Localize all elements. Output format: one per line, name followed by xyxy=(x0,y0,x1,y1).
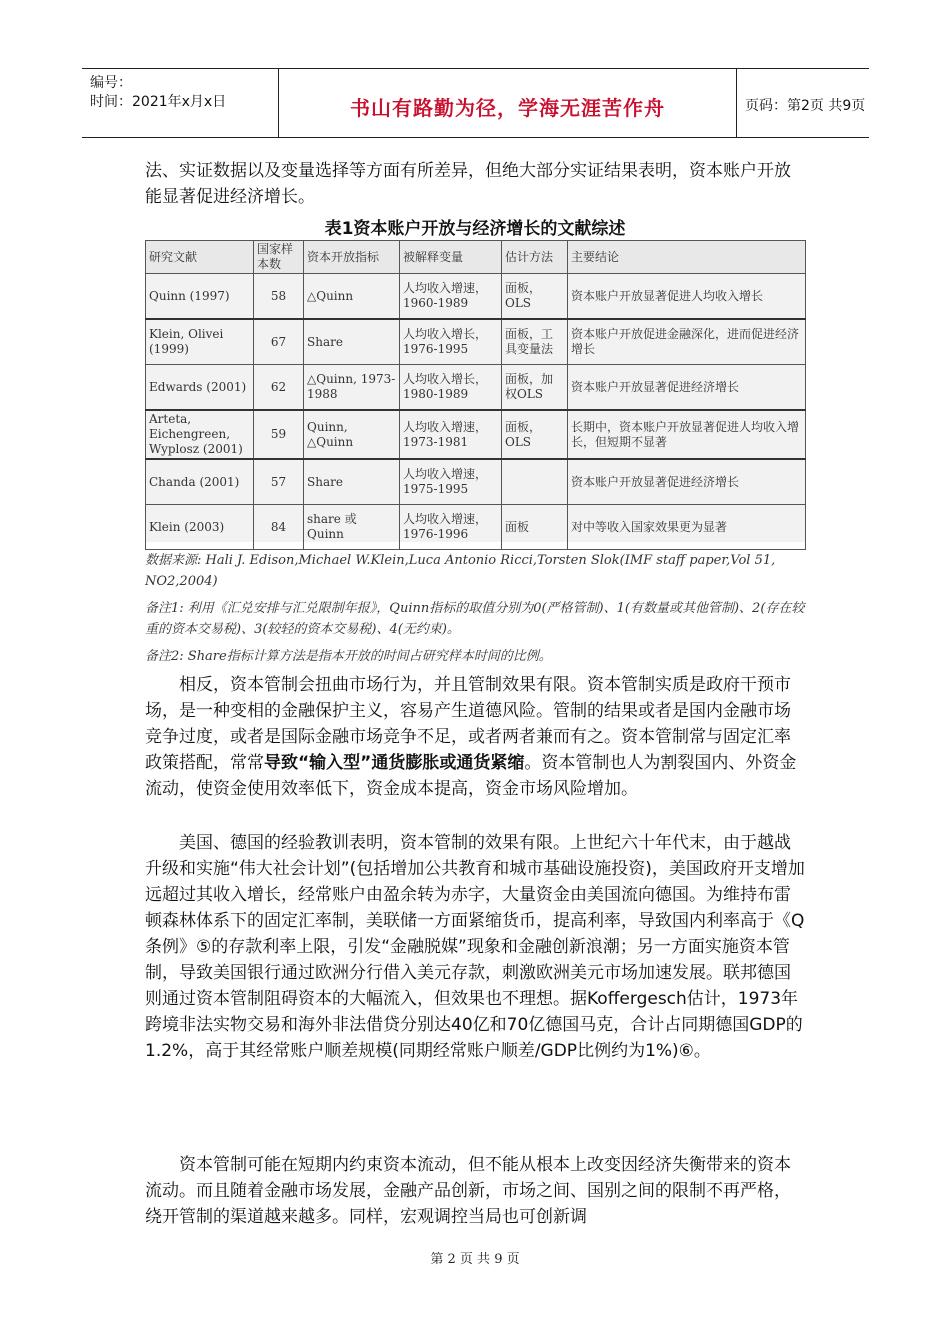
number-label: 编号： xyxy=(90,75,132,91)
table-cell: Share xyxy=(304,319,400,365)
table-cell: 84 xyxy=(254,505,304,550)
header-cell: 估计方法 xyxy=(502,241,568,274)
header-cell: 主要结论 xyxy=(568,241,806,274)
table-cell: 对中等收入国家效果更为显著 xyxy=(568,505,806,550)
table-note-2: 备注2: Share指标计算方法是指本开放的时间占研究样本时间的比例。 xyxy=(145,649,552,664)
table-cell: 面板，加权OLS xyxy=(502,365,568,411)
table-header-row xyxy=(146,241,806,274)
table-cell xyxy=(502,459,568,505)
header-meta-cell xyxy=(82,69,278,137)
table-cell: Quinn, △Quinn xyxy=(304,410,400,459)
table-cell: 人均收入增长，1976-1995 xyxy=(400,319,502,365)
table-row xyxy=(146,459,806,505)
table-cell: 面板，OLS xyxy=(502,274,568,320)
table-cell: 人均收入增速，1973-1981 xyxy=(400,410,502,459)
table-cell: Edwards (2001) xyxy=(146,365,254,411)
table-cell: Klein, Olivei (1999) xyxy=(146,319,254,365)
table-cell: △Quinn xyxy=(304,274,400,320)
table-cell: 59 xyxy=(254,410,304,459)
table-cell: △Quinn, 1973-1988 xyxy=(304,365,400,411)
table-row xyxy=(146,505,806,550)
paragraph-text: 。资本管制也人为割裂国内、外资金流动，使资金使用效率低下，资金成本提高，资金市场风险增加。 xyxy=(145,753,797,799)
table-cell: 人均收入增速，1976-1996 xyxy=(400,505,502,550)
table-cell: Chanda (2001) xyxy=(146,459,254,505)
header-motto-cell xyxy=(278,69,737,137)
table-row xyxy=(146,274,806,320)
table-cell: 67 xyxy=(254,319,304,365)
table-cell: Quinn (1997) xyxy=(146,274,254,320)
table-source-note: 数据来源: Hali J. Edison,Michael W.Klein,Luca Antonio Ricci,Torsten Slok(IMF staff paper,Vol 51, NO2,2004) xyxy=(145,553,776,589)
table-cell: 面板 xyxy=(502,505,568,550)
header-cell: 资本开放指标 xyxy=(304,241,400,274)
table-cell: 面板，工具变量法 xyxy=(502,319,568,365)
table-cell: 人均收入增速，1960-1989 xyxy=(400,274,502,320)
header-cell: 被解释变量 xyxy=(400,241,502,274)
table-cell: 面板，OLS xyxy=(502,410,568,459)
paragraph-bold-text: 导致“输入型”通货膨胀或通货紧缩 xyxy=(264,753,525,773)
table-cell: 资本账户开放促进金融深化，进而促进经济增长 xyxy=(568,319,806,365)
table-title: 表1资本账户开放与经济增长的文献综述 xyxy=(324,219,626,239)
time-label: 时间：2021年x月x日 xyxy=(90,94,227,110)
table-cell: 资本账户开放显著促进经济增长 xyxy=(568,365,806,411)
page-footer: 第 2 页 共 9 页 xyxy=(430,1252,520,1267)
table-cell: 长期中，资本账户开放显著促进人均收入增长，但短期不显著 xyxy=(568,410,806,459)
table-cell: Klein (2003) xyxy=(146,505,254,550)
document-header xyxy=(82,68,869,138)
table-cell: 58 xyxy=(254,274,304,320)
table-cell: Arteta, Eichengreen, Wyplosz (2001) xyxy=(146,410,254,459)
header-page-number: 页码：第2页 共9页 xyxy=(745,98,866,114)
table-row xyxy=(146,319,806,365)
table-cell: 人均收入增长，1980-1989 xyxy=(400,365,502,411)
header-cell: 国家样本数 xyxy=(254,241,304,274)
table-cell: 人均收入增速，1975-1995 xyxy=(400,459,502,505)
table-cell: share 或 Quinn xyxy=(304,505,400,550)
table-note-1: 备注1: 利用《汇兑安排与汇兑限制年报》，Quinn指标的取值分别为0(严格管制)、1(有数量或其他管制)、2(存在较重的资本交易税)、3(较轻的资本交易税)、4(无约束)。 xyxy=(145,601,805,637)
paragraph-capital-control xyxy=(145,672,805,802)
intro-paragraph: 法、实证数据以及变量选择等方面有所差异，但绝大部分实证结果表明，资本账户开放能显著促进经济增长。 xyxy=(145,161,791,207)
table-cell: Share xyxy=(304,459,400,505)
header-page-cell xyxy=(735,69,869,137)
table-cell: 62 xyxy=(254,365,304,411)
table-row xyxy=(146,365,806,411)
paragraph-short-term: 资本管制可能在短期内约束资本流动，但不能从根本上改变因经济失衡带来的资本流动。而且随着金融市场发展，金融产品创新，市场之间、国别之间的限制不再严格，绕开管制的渠道越来越多。同样，宏观调控当局也可创新调 xyxy=(145,1155,791,1227)
literature-table xyxy=(145,240,806,550)
table-cell: 57 xyxy=(254,459,304,505)
header-cell: 研究文献 xyxy=(146,241,254,274)
paragraph-text: 相反，资本管制会扭曲市场行为，并且管制效果有限。资本管制实质是政府干预市场，是一种变相的金融保护主义，容易产生道德风险。管制的结果或者是国内金融市场竞争过度，或者是国际金融市场竞争不足，或者两者兼而有之。资本管制常与固定汇率政策搭配，常常 xyxy=(145,675,791,773)
paragraph-us-germany: 美国、德国的经验教训表明，资本管制的效果有限。上世纪六十年代末，由于越战升级和实施“伟大社会计划”(包括增加公共教育和城市基础设施投资)，美国政府开支增加远超过其收入增长，经常账户由盈余转为赤字，大量资金由美国流向德国。为维持布雷顿森林体系下的固定汇率制，美联储一方面紧缩货币，提高利率，导致国内利率高于《Q条例》⑤的存款利率上限，引发“金融脱媒”现象和金融创新浪潮；另一方面实施资本管制，导致美国银行通过欧洲分行借入美元存款，刺激欧洲美元市场加速发展。联邦德国则通过资本管制阻碍资本的大幅流入，但效果也不理想。据Koffergesch估计，1973年跨境非法实物交易和海外非法借贷分别达40亿和70亿德国马克，合计占同期德国GDP的1.2%，高于其经常账户顺差规模(同期经常账户顺差/GDP比例约为1%)⑥。 xyxy=(145,833,805,1061)
header-motto: 书山有路勤为径，学海无涯苦作舟 xyxy=(350,96,665,120)
literature-table-image xyxy=(145,240,805,542)
table-row xyxy=(146,410,806,459)
table-cell: 资本账户开放显著促进经济增长 xyxy=(568,459,806,505)
table-cell: 资本账户开放显著促进人均收入增长 xyxy=(568,274,806,320)
